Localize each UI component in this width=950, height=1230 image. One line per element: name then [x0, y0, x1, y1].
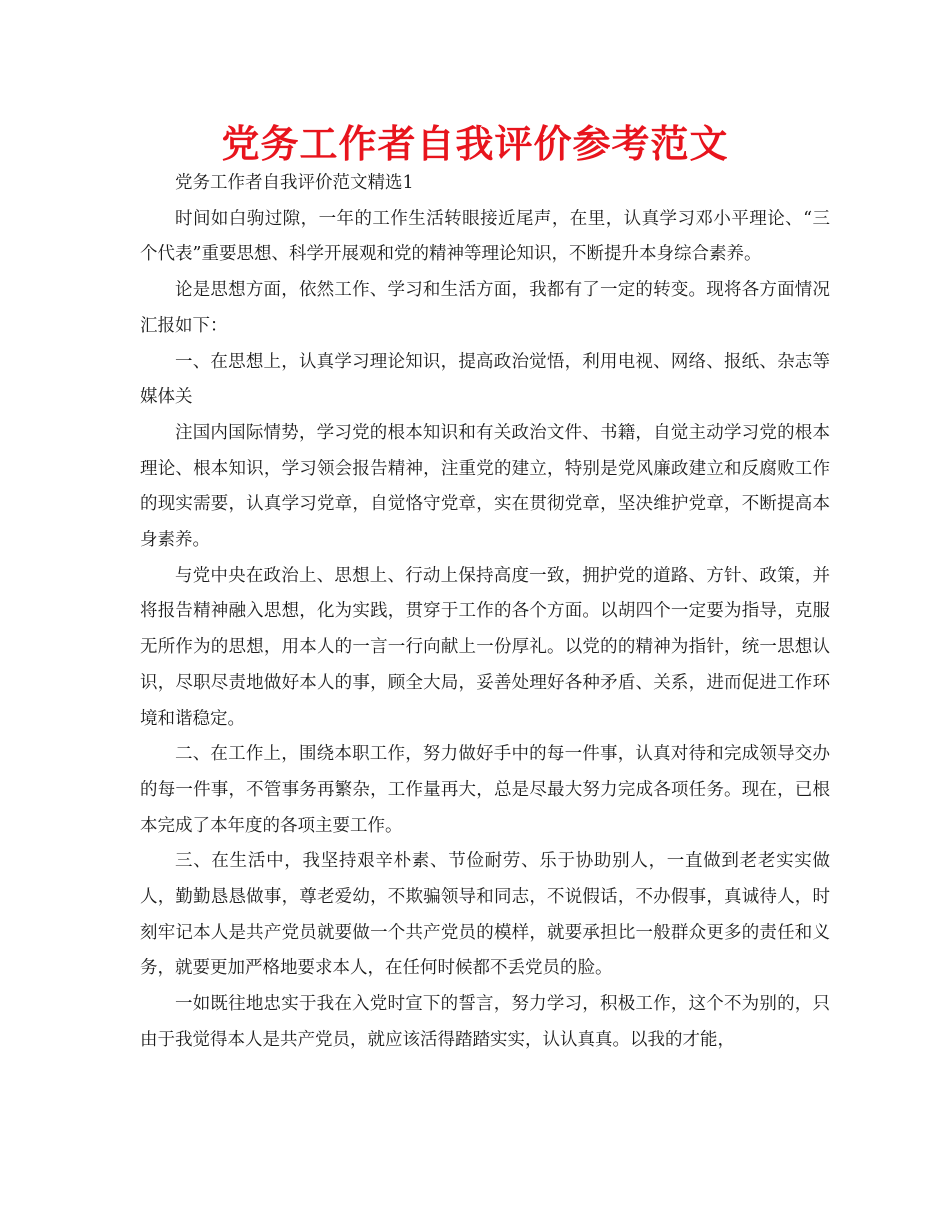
document-title: 党务工作者自我评价参考范文: [221, 122, 729, 166]
paragraph: 二、在工作上，围绕本职工作，努力做好手中的每一件事，认真对待和完成领导交办的每一件事，不管事务再繁杂，工作量再大，总是尽最大努力完成各项任务。现在，已根本完成了本年度的各项主要工作。: [140, 744, 830, 836]
paragraph: 时间如白驹过隙，一年的工作生活转眼接近尾声，在里，认真学习邓小平理论、“三个代表”重要思想、科学开展观和党的精神等理论知识，不断提升本身综合素养。: [140, 208, 830, 265]
paragraph: 注国内国际情势，学习党的根本知识和有关政治文件、书籍，自觉主动学习党的根本理论、根本知识，学习领会报告精神，注重党的建立，特别是党风廉政建立和反腐败工作的现实需要，认真学习党章，自觉恪守党章，实在贯彻党章，坚决维护党章，不断提高本身素养。: [140, 422, 830, 551]
paragraph: 一如既往地忠实于我在入党时宣下的誓言，努力学习，积极工作，这个不为别的，只由于我觉得本人是共产党员，就应该活得踏踏实实，认认真真。以我的才能，: [140, 994, 830, 1050]
paragraph: 一、在思想上，认真学习理论知识，提高政治觉悟，利用电视、网络、报纸、杂志等媒体关: [140, 351, 830, 408]
paragraph: 论是思想方面，依然工作、学习和生活方面，我都有了一定的转变。现将各方面情况汇报如下：: [140, 280, 830, 336]
paragraph: 与党中央在政治上、思想上、行动上保持高度一致，拥护党的道路、方针、政策，并将报告精神融入思想，化为实践，贯穿于工作的各个方面。以胡四个一定要为指导，克服无所作为的思想，用本人的一言一行向献上一份厚礼。以党的的精神为指针，统一思想认识，尽职尽责地做好本人的事，顾全大局，妥善处理好各种矛盾、关系，进而促进工作环境和谐稳定。: [140, 565, 830, 729]
paragraph-subtitle: 党务工作者自我评价范文精选1: [175, 173, 414, 193]
paragraph: 三、在生活中，我坚持艰辛朴素、节俭耐劳、乐于协助别人，一直做到老老实实做人，勤勤恳恳做事，尊老爱幼，不欺骗领导和同志，不说假话，不办假事，真诚待人，时刻牢记本人是共产党员就要做一个共产党员的模样，就要承担比一般群众更多的责任和义务，就要更加严格地要求本人，在任何时候都不丢党员的脸。: [140, 851, 830, 979]
document-body: [140, 166, 830, 1059]
